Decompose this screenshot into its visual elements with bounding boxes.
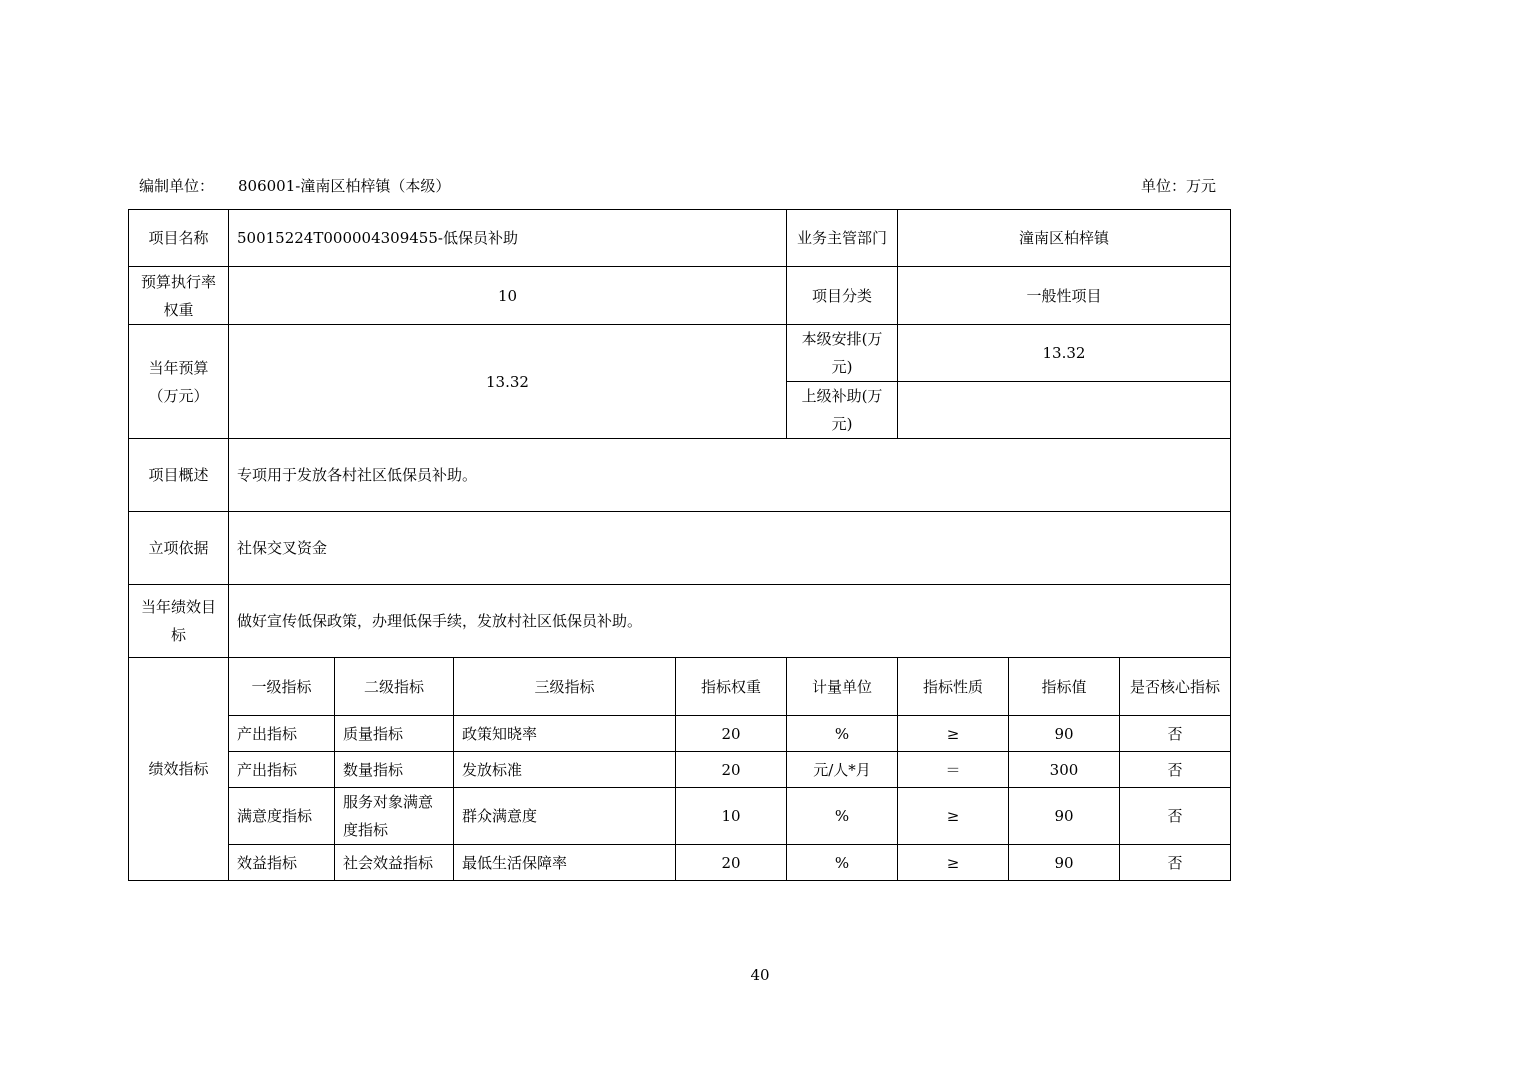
upper-label: 上级补助(万元) <box>787 382 898 439</box>
indicator-header: 计量单位 <box>787 658 898 716</box>
indicator-header: 是否核心指标 <box>1120 658 1231 716</box>
indicator-cell: 产出指标 <box>229 752 335 788</box>
indicator-cell: 服务对象满意度指标 <box>335 788 454 845</box>
indicator-cell: 政策知晓率 <box>454 716 676 752</box>
indicator-cell: 否 <box>1120 716 1231 752</box>
indicator-row <box>129 845 1231 881</box>
weight-label: 预算执行率权重 <box>129 267 229 325</box>
basis-label: 立项依据 <box>129 512 229 585</box>
indicator-header: 一级指标 <box>229 658 335 716</box>
project-name-value: 50015224T000004309455-低保员补助 <box>229 210 787 267</box>
indicator-cell: 20 <box>676 845 787 881</box>
indicator-cell: 20 <box>676 716 787 752</box>
basis-value: 社保交叉资金 <box>229 512 1231 585</box>
indicator-cell: 最低生活保障率 <box>454 845 676 881</box>
indicator-cell: 社会效益指标 <box>335 845 454 881</box>
indicator-cell: 300 <box>1009 752 1120 788</box>
indicator-cell: % <box>787 788 898 845</box>
indicator-cell: 效益指标 <box>229 845 335 881</box>
indicator-cell: 90 <box>1009 845 1120 881</box>
indicator-cell: ≥ <box>898 716 1009 752</box>
indicator-cell: 90 <box>1009 788 1120 845</box>
indicator-header: 指标权重 <box>676 658 787 716</box>
indicator-cell: 数量指标 <box>335 752 454 788</box>
indicator-row <box>129 788 1231 845</box>
org-label: 编制单位： <box>139 177 215 195</box>
indicator-cell: 10 <box>676 788 787 845</box>
budget-label: 当年预算（万元） <box>129 325 229 439</box>
goal-value: 做好宣传低保政策，办理低保手续，发放村社区低保员补助。 <box>229 585 1231 658</box>
unit-label: 单位：万元 <box>1141 177 1217 195</box>
local-value: 13.32 <box>898 325 1231 382</box>
project-name-label: 项目名称 <box>129 210 229 267</box>
project-table <box>128 209 1231 881</box>
indicator-cell: 发放标准 <box>454 752 676 788</box>
budget-value: 13.32 <box>229 325 787 439</box>
indicator-cell: 群众满意度 <box>454 788 676 845</box>
goal-label: 当年绩效目标 <box>129 585 229 658</box>
indicator-row <box>129 716 1231 752</box>
indicator-cell: ≥ <box>898 788 1009 845</box>
indicator-cell: % <box>787 716 898 752</box>
indicator-section-label: 绩效指标 <box>129 658 229 881</box>
category-label: 项目分类 <box>787 267 898 325</box>
indicator-cell: 元/人*月 <box>787 752 898 788</box>
indicator-cell: 满意度指标 <box>229 788 335 845</box>
page-number: 40 <box>750 966 770 984</box>
indicator-cell: 质量指标 <box>335 716 454 752</box>
indicator-row <box>129 752 1231 788</box>
org-value: 806001-潼南区柏梓镇（本级） <box>238 177 451 195</box>
indicator-cell: ≥ <box>898 845 1009 881</box>
indicator-cell: 否 <box>1120 752 1231 788</box>
weight-value: 10 <box>229 267 787 325</box>
indicator-header: 指标性质 <box>898 658 1009 716</box>
indicator-cell: 20 <box>676 752 787 788</box>
indicator-header: 三级指标 <box>454 658 676 716</box>
dept-value: 潼南区柏梓镇 <box>898 210 1231 267</box>
dept-label: 业务主管部门 <box>787 210 898 267</box>
indicator-cell: 90 <box>1009 716 1120 752</box>
local-label: 本级安排(万元) <box>787 325 898 382</box>
indicator-header: 指标值 <box>1009 658 1120 716</box>
category-value: 一般性项目 <box>898 267 1231 325</box>
indicator-cell: 否 <box>1120 788 1231 845</box>
indicator-header: 二级指标 <box>335 658 454 716</box>
overview-label: 项目概述 <box>129 439 229 512</box>
indicator-cell: 否 <box>1120 845 1231 881</box>
indicator-cell: % <box>787 845 898 881</box>
indicator-cell: ＝ <box>898 752 1009 788</box>
indicator-cell: 产出指标 <box>229 716 335 752</box>
overview-value: 专项用于发放各村社区低保员补助。 <box>229 439 1231 512</box>
upper-value <box>898 382 1231 439</box>
